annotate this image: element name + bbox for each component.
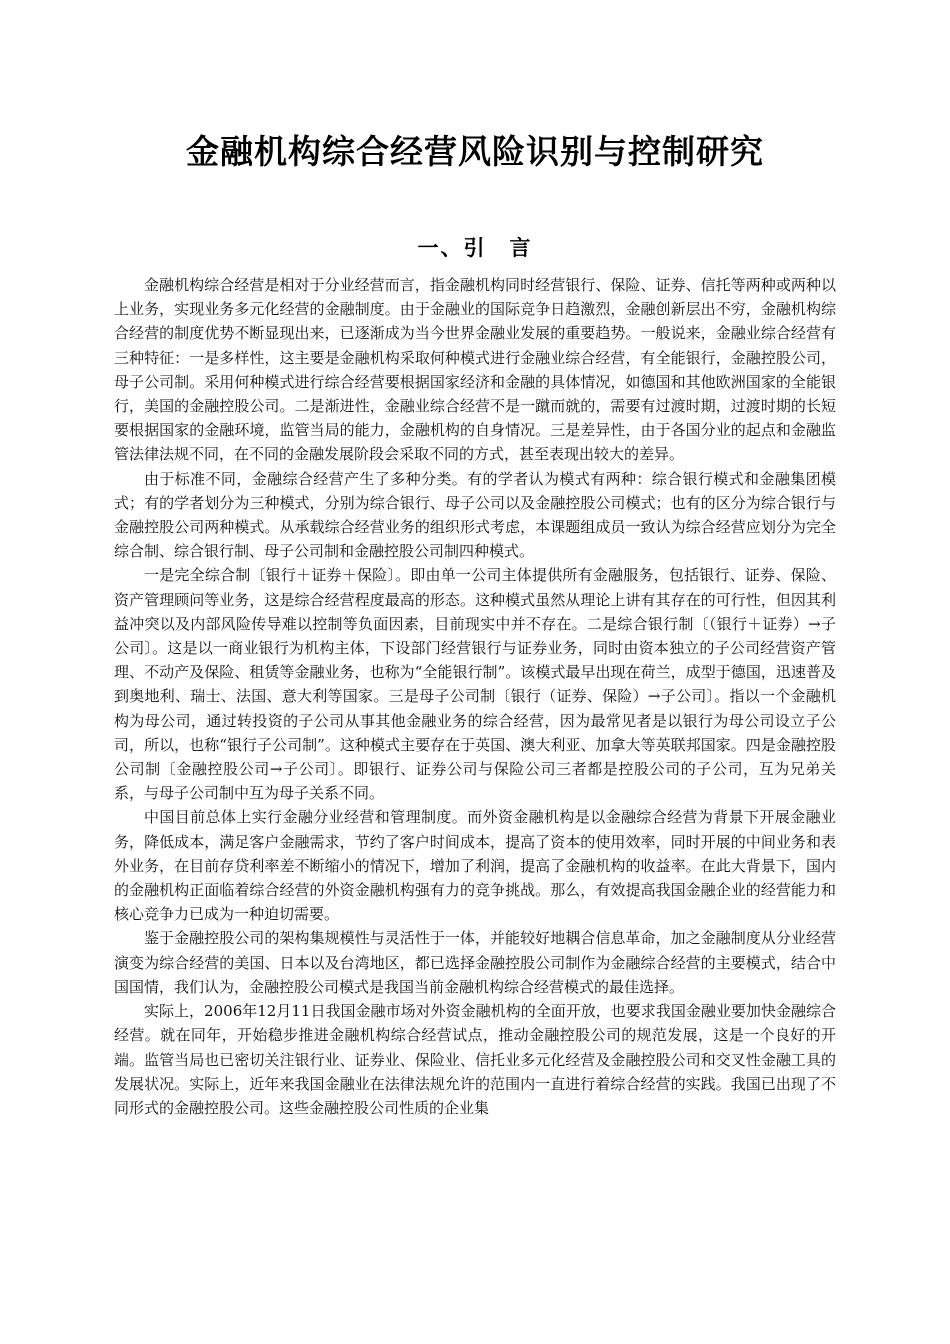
document-body: [114, 273, 836, 1120]
section-heading: 一、引 言: [417, 236, 533, 260]
paragraph-4: 中国目前总体上实行金融分业经营和管理制度。而外资金融机构是以金融综合经营为背景下开展金融业务，降低成本，满足客户金融需求，节约了客户时间成本，提高了资本的使用效率，同时开展的中间业务和表外业务，在目前存贷利率差不断缩小的情况下，增加了利润，提高了金融机构的收益率。在此大背景下，国内的金融机构正面临着综合经营的外资金融机构强有力的竞争挑战。那么，有效提高我国金融企业的经营能力和核心竞争力已成为一种迫切需要。: [114, 808, 836, 924]
paragraph-1: 金融机构综合经营是相对于分业经营而言，指金融机构同时经营银行、保险、证券、信托等两种或两种以上业务，实现业务多元化经营的金融制度。由于金融业的国际竞争日趋激烈，金融创新层出不穷，金融机构综合经营的制度优势不断显现出来，已逐渐成为当今世界金融业发展的重要趋势。一般说来，金融业综合经营有三种特征：一是多样性，这主要是金融机构采取何种模式进行金融业综合经营，有全能银行，金融控股公司，母子公司制。采用何种模式进行综合经营要根据国家经济和金融的具体情况，如德国和其他欧洲国家的全能银行，美国的金融控股公司。二是渐进性，金融业综合经营不是一蹴而就的，需要有过渡时期，过渡时期的长短要根据国家的金融环境，监管当局的能力，金融机构的自身情况。三是差异性，由于各国分业的起点和金融监管法律法规不同，在不同的金融发展阶段会采取不同的方式，甚至表现出较大的差异。: [114, 276, 836, 464]
paragraph-2: 由于标准不同，金融综合经营产生了多种分类。有的学者认为模式有两种：综合银行模式和金融集团模式；有的学者划分为三种模式，分别为综合银行、母子公司以及金融控股公司模式；也有的区分为综合银行与金融控股公司两种模式。从承载综合经营业务的组织形式考虑，本课题组成员一致认为综合经营应划分为完全综合制、综合银行制、母子公司制和金融控股公司制四种模式。: [114, 469, 836, 561]
paragraph-5: 鉴于金融控股公司的架构集规模性与灵活性于一体，并能较好地耦合信息革命，加之金融制度从分业经营演变为综合经营的美国、日本以及台湾地区，都已选择金融控股公司制作为金融综合经营的主要模式，结合中国国情，我们认为，金融控股公司模式是我国当前金融机构综合经营模式的最佳选择。: [114, 929, 836, 996]
paragraph-3: 一是完全综合制〔银行＋证券＋保险〕。即由单一公司主体提供所有金融服务，包括银行、证券、保险、资产管理顾问等业务，这是综合经营程度最高的形态。这种模式虽然从理论上讲有其存在的可行性，但因其利益冲突以及内部风险传导难以控制等负面因素，目前现实中并不存在。二是综合银行制〔（银行＋证券）→子公司〕。这是以一商业银行为机构主体，下设部门经营银行与证券业务，同时由资本独立的子公司经营资产管理、不动产及保险、租赁等金融业务，也称为“全能银行制”。该模式最早出现在荷兰，成型于德国，迅速普及到奥地利、瑞士、法国、意大利等国家。三是母子公司制〔银行（证券、保险）→子公司〕。指以一个金融机构为母公司，通过转投资的子公司从事其他金融业务的综合经营，因为最常见者是以银行为母公司设立子公司，所以，也称“银行子公司制”。这种模式主要存在于英国、澳大利亚、加拿大等英联邦国家。四是金融控股公司制〔金融控股公司→子公司〕。即银行、证券公司与保险公司三者都是控股公司的子公司，互为兄弟关系，与母子公司制中互为母子关系不同。: [114, 566, 836, 803]
document-title: 金融机构综合经营风险识别与控制研究: [186, 132, 764, 171]
paragraph-6: 实际上，2006年12月11日我国金融市场对外资金融机构的全面开放，也要求我国金融业要加快金融综合经营。就在同年，开始稳步推进金融机构综合经营试点，推动金融控股公司的规范发展，这是一个良好的开端。监管当局也已密切关注银行业、证券业、保险业、信托业多元化经营及金融控股公司和交叉性金融工具的发展状况。实际上，近年来我国金融业在法律法规允许的范围内一直进行着综合经营的实践。我国已出现了不同形式的金融控股公司。这些金融控股公司性质的企业集: [114, 1002, 836, 1117]
